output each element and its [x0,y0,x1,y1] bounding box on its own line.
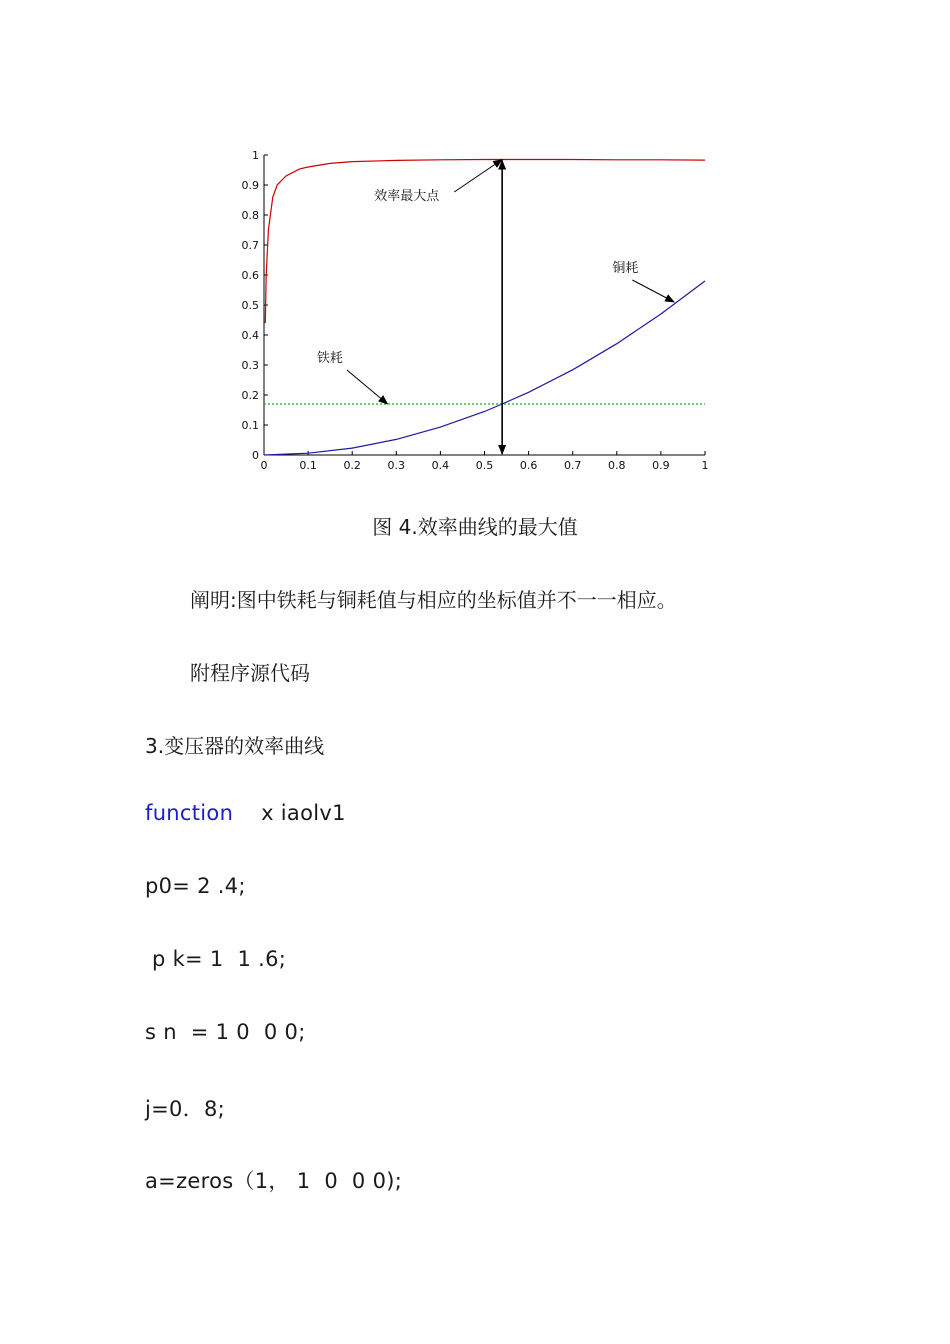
y-tick-label: 0.6 [241,269,259,282]
x-tick-label: 0.6 [519,459,538,472]
note-paragraph: 阐明:图中铁耗与铜耗值与相应的坐标值并不一一相应。 [190,588,677,612]
x-tick-label: 0 [260,459,268,472]
x-tick-label: 0.7 [563,459,582,472]
code-function-name: x iaolv1 [261,801,346,825]
y-tick-label: 0.5 [241,299,259,312]
appendix-heading: 附程序源代码 [190,661,310,685]
efficiency-curve [265,160,705,324]
code-line-function [145,801,346,825]
copper-loss-curve [264,281,705,455]
y-tick-label: 0.1 [241,419,259,432]
x-tick-label: 1 [701,459,709,472]
figure-caption: 图 4.效率曲线的最大值 [372,515,578,539]
x-tick-label: 0.2 [343,459,361,472]
x-tick-label: 0.1 [299,459,317,472]
annotation-arrow [632,280,674,302]
x-tick-label: 0.8 [608,459,626,472]
y-tick-label: 1 [252,149,259,162]
x-tick-label: 0.5 [475,459,494,472]
annotation-arrow [454,160,502,193]
annotation-arrow [347,370,388,404]
code-line-1: p0= 2 .4; [145,874,246,898]
code-line-5: a=zeros（1， 1 0 0 0); [145,1169,403,1193]
y-tick-label: 0 [252,449,259,462]
section-heading: 3.变压器的效率曲线 [145,734,325,758]
efficiency-chart [230,140,720,480]
y-tick-label: 0.8 [241,209,259,222]
x-tick-label: 0.9 [652,459,670,472]
y-tick-label: 0.3 [241,359,259,372]
code-keyword: function [145,801,234,825]
y-tick-label: 0.2 [241,389,259,402]
code-line-3: s n = 1 0 0 0; [145,1020,306,1044]
x-tick-label: 0.3 [387,459,406,472]
code-line-2: p k= 1 1 .6; [145,947,287,971]
efficiency-max-label: 效率最大点 [374,189,440,204]
y-tick-label: 0.9 [241,179,259,192]
x-tick-label: 0.4 [431,459,450,472]
y-tick-label: 0.4 [241,329,259,342]
code-line-4: j=0．8; [145,1097,226,1121]
y-tick-label: 0.7 [241,239,259,252]
iron-loss-label: 铁耗 [316,351,343,366]
copper-loss-label: 铜耗 [612,261,639,276]
